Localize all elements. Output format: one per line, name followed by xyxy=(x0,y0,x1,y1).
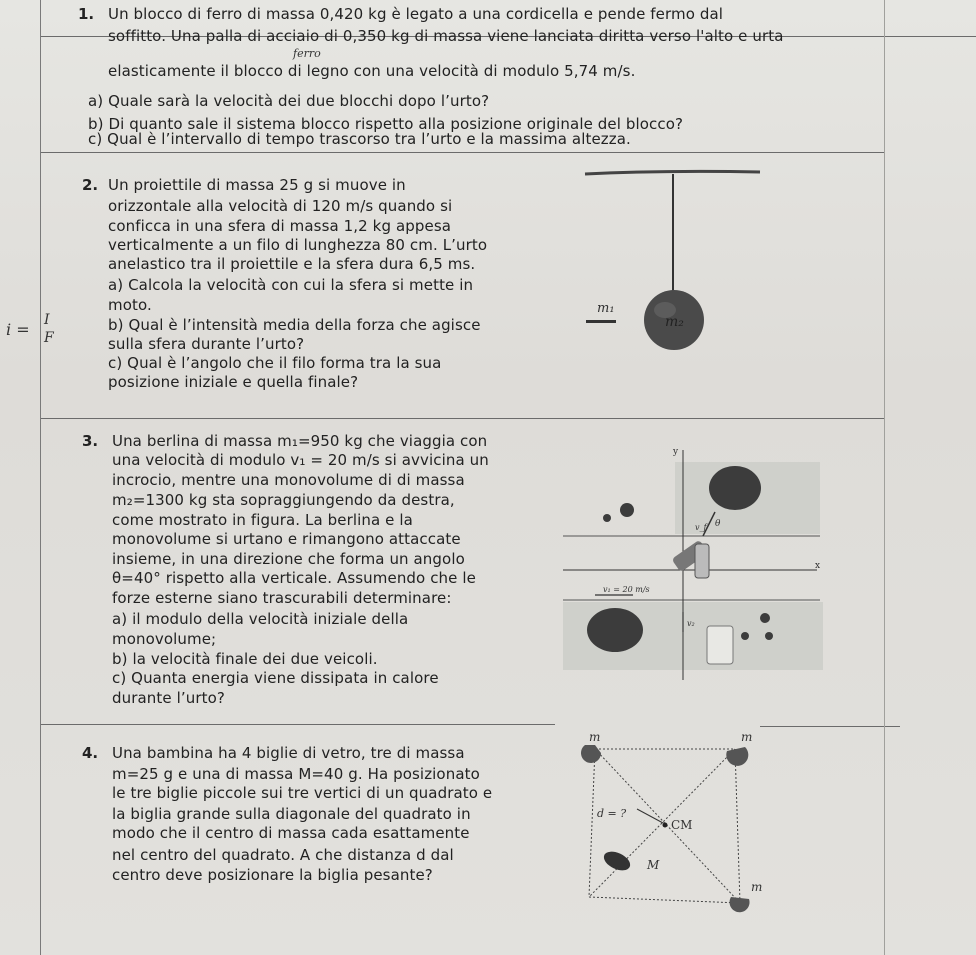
q3-label-vf: v_f xyxy=(695,523,707,532)
q4-line-7: centro deve posizionare la biglia pesante? xyxy=(112,866,433,884)
q2-line-4: verticalmente a un filo di lunghezza 80 cm. L’urto xyxy=(108,236,488,254)
q3-line-a2: monovolume; xyxy=(112,630,217,648)
q4-line-2: m=25 g e una di massa M=40 g. Ha posizionato xyxy=(112,765,480,783)
q2-line-c: c) Qual è l’angolo che il filo forma tra la sua xyxy=(108,354,442,372)
q2-line-b: b) Qual è l’intensità media della forza che agisce xyxy=(108,316,481,334)
q3-truck xyxy=(707,626,733,664)
q4-square-right xyxy=(735,749,740,903)
q4-square-bottom xyxy=(589,897,740,903)
q4-label-d: d = ? xyxy=(597,807,627,820)
q4-line-3: le tre biglie piccole sui tre vertici di un quadrato e xyxy=(112,784,493,802)
q3-line-7: insieme, in una direzione che forma un angolo xyxy=(112,550,465,568)
q3-line-b: b) la velocità finale dei due veicoli. xyxy=(112,650,378,668)
q3-tree-top xyxy=(709,466,761,510)
q3-number: 3. xyxy=(82,432,99,450)
q3-line-3: incrocio, mentre una monovolume di di massa xyxy=(112,471,465,489)
q1-line-2: soffitto. Una palla di acciaio di 0,350 kg di massa viene lanciata diritta verso l'alto e urta xyxy=(108,27,784,45)
q2-margin-note-num: I xyxy=(44,312,50,328)
q2-line-c2: posizione iniziale e quella finale? xyxy=(108,373,359,391)
q4-line-4: la biglia grande sulla diagonale del quadrato in xyxy=(112,805,471,823)
q2-line-2: orizzontale alla velocità di 120 m/s quando si xyxy=(108,197,453,215)
q3-bush-1 xyxy=(620,503,634,517)
q4-line-6: nel centro del quadrato. A che distanza d dal xyxy=(112,846,454,864)
q2-margin-note-den: F xyxy=(44,330,54,346)
q4-line-1: Una bambina ha 4 biglie di vetro, tre di massa xyxy=(112,744,465,762)
q2-margin-note: i = xyxy=(6,320,30,339)
q3-bush-4 xyxy=(741,632,749,640)
q4-label-M: M xyxy=(647,858,660,872)
q3-bush-5 xyxy=(765,632,773,640)
q3-line-5: come mostrato in figura. La berlina e la xyxy=(112,511,413,529)
q4-d-marker xyxy=(637,809,663,823)
q2-line-a: a) Calcola la velocità con cui la sfera si mette in xyxy=(108,276,474,294)
q3-line-4: m₂=1300 kg sta sopraggiungendo da destra, xyxy=(112,491,455,509)
q4-label-m-bottom-right: m xyxy=(751,880,763,894)
q1-number: 1. xyxy=(78,5,95,23)
separator-q3-q4-right xyxy=(760,726,900,727)
q3-line-8: θ=40° rispetto alla verticale. Assumendo che le xyxy=(112,569,476,587)
q2-pendulum-figure xyxy=(575,160,775,360)
q3-line-c: c) Quanta energia viene dissipata in calore xyxy=(112,669,439,687)
q3-bush-2 xyxy=(603,514,611,522)
q1-line-a: a) Quale sarà la velocità dei due blocchi dopo l’urto? xyxy=(88,92,490,110)
q3-minivan xyxy=(695,544,709,578)
q4-square-figure xyxy=(575,725,763,915)
q1-line-1: Un blocco di ferro di massa 0,420 kg è legato a una cordicella e pende fermo dal xyxy=(108,5,724,23)
q4-label-m-top-left: m xyxy=(589,730,601,744)
q3-line-9: forze esterne siano trascurabili determinare: xyxy=(112,589,452,607)
q4-label-m-top-right: m xyxy=(741,730,753,744)
q3-line-a: a) il modulo della velocità iniziale della xyxy=(112,610,409,628)
q3-label-y: y xyxy=(673,447,679,457)
q2-ceiling xyxy=(585,171,760,174)
q2-line-1: Un proiettile di massa 25 g si muove in xyxy=(108,176,406,194)
q1-line-c: c) Qual è l’intervallo di tempo trascorso tra l’urto e la massima altezza. xyxy=(88,130,631,148)
q3-line-6: monovolume si urtano e rimangono attaccate xyxy=(112,530,461,548)
q3-line-2: una velocità di modulo v₁ = 20 m/s si avvicina un xyxy=(112,451,489,469)
q3-label-theta: θ xyxy=(715,519,721,529)
q4-marble-top-left xyxy=(581,745,601,763)
q2-label-m2: m₂ xyxy=(665,314,684,330)
border-left xyxy=(40,0,41,955)
q3-label-v1: v₁ = 20 m/s xyxy=(603,585,650,594)
q2-number: 2. xyxy=(82,176,99,194)
q4-marble-bottom-right xyxy=(730,897,750,912)
q3-line-1: Una berlina di massa m₁=950 kg che viaggia con xyxy=(112,432,488,450)
separator-q2-q3 xyxy=(40,418,885,419)
q3-line-c2: durante l’urto? xyxy=(112,689,225,707)
q3-bush-3 xyxy=(760,613,770,623)
q1-handwritten-note: ferro xyxy=(293,47,321,60)
q2-line-5: anelastico tra il proiettile e la sfera dura 6,5 ms. xyxy=(108,255,476,273)
q4-marble-top-right xyxy=(726,747,748,766)
separator-q3-q4 xyxy=(40,724,555,725)
q4-cm-dot xyxy=(663,823,668,828)
q4-square-left xyxy=(589,749,595,897)
q2-projectile xyxy=(586,320,616,323)
q4-diagonal-1 xyxy=(595,749,740,903)
q2-line-3: conficca in una sfera di massa 1,2 kg appesa xyxy=(108,217,452,235)
q1-line-3: elasticamente il blocco di legno con una velocità di modulo 5,74 m/s. xyxy=(108,62,636,80)
q3-label-x: x xyxy=(815,561,821,571)
separator-q1-q2 xyxy=(40,152,885,153)
q4-marble-large xyxy=(601,848,633,874)
q3-label-v2: v₂ xyxy=(687,619,695,628)
q4-label-cm: CM xyxy=(671,818,693,832)
q4-line-5: modo che il centro di massa cada esattamente xyxy=(112,824,470,842)
q3-intersection-figure xyxy=(555,440,825,685)
q1-line-b: b) Di quanto sale il sistema blocco rispetto alla posizione originale del blocco? xyxy=(88,115,684,133)
border-right xyxy=(884,0,885,955)
q2-line-b2: sulla sfera durante l’urto? xyxy=(108,335,305,353)
q3-tree-bottom xyxy=(587,608,643,652)
q2-label-m1: m₁ xyxy=(597,301,615,316)
q2-line-a2: moto. xyxy=(108,296,152,314)
q4-number: 4. xyxy=(82,744,99,762)
